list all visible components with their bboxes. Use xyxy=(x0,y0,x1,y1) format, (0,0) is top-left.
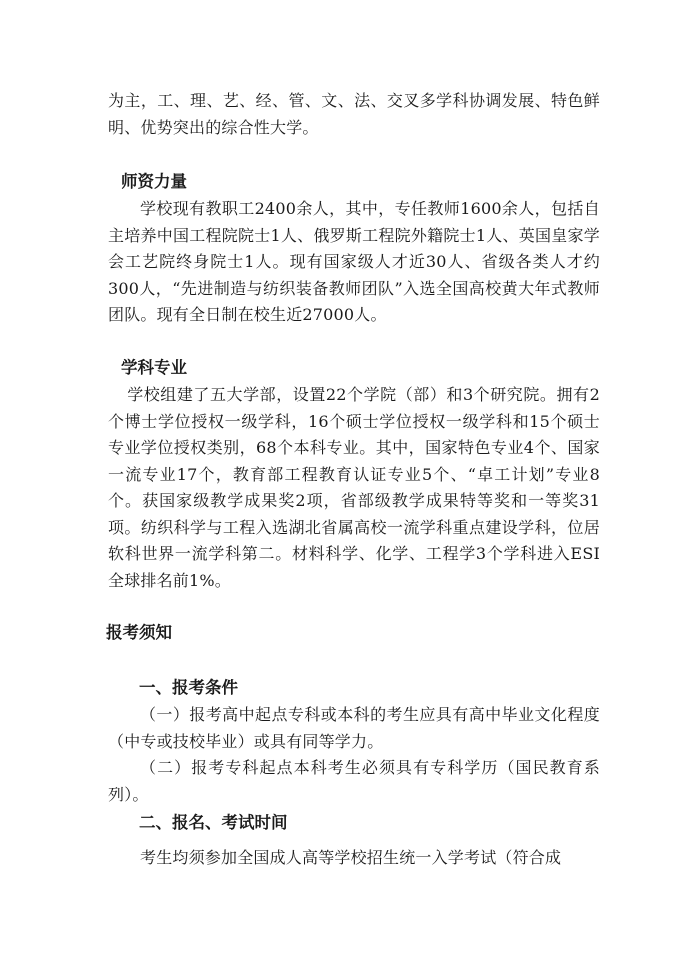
notice-heading: 报考须知 xyxy=(106,623,172,642)
disciplines-heading: 学科专业 xyxy=(121,358,187,377)
intro-continuation: 为主，工、理、艺、经、管、文、法、交叉多学科协调发展、特色鲜明、优势突出的综合性大学。 xyxy=(108,91,600,137)
requirements-heading: 一、报考条件 xyxy=(139,678,238,697)
requirements-item-2: （二）报考专科起点本科考生必须具有专科学历（国民教育系列）。 xyxy=(108,758,600,804)
requirements-item-1: （一）报考高中起点专科或本科的考生应具有高中毕业文化程度（中专或技校毕业）或具有同等学力。 xyxy=(108,705,600,751)
faculty-body: 学校现有教职工2400余人，其中，专任教师1600余人，包括自主培养中国工程院院士1人、俄罗斯工程院外籍院士1人、英国皇家学会工艺院终身院士1人。现有国家级人才近30人、省级各类人才约300人，“先进制造与纺织装备教师团队”入选全国高校黄大年式教师团队。现有全日制在校生近27000人。 xyxy=(108,199,600,324)
disciplines-body: 学校组建了五大学部，设置22个学院（部）和3个研究院。拥有2个博士学位授权一级学科，16个硕士学位授权一级学科和15个硕士专业学位授权类别，68个本科专业。其中，国家特色专业4个、国家一流专业17个，教育部工程教育认证专业5个、“卓工计划”专业8个。获国家级教学成果奖2项，省部级教学成果特等奖和一等奖31项。纺织科学与工程入选湖北省属高校一流学科重点建设学科，位居软科世界一流学科第二。材料科学、化学、工程学3个学科进入ESI全球排名前1%。 xyxy=(108,385,600,590)
faculty-heading: 师资力量 xyxy=(121,172,187,191)
registration-body: 考生均须参加全国成人高等学校招生统一入学考试（符合成 xyxy=(140,848,562,867)
registration-heading: 二、报名、考试时间 xyxy=(139,813,288,832)
